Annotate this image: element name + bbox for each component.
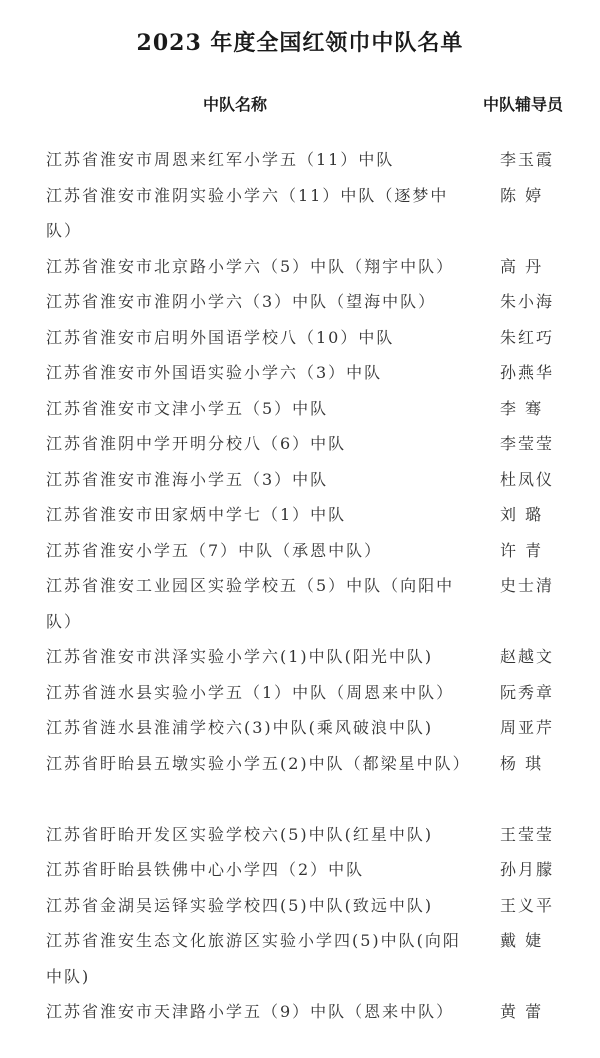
squadron-tutor: 许 青: [500, 540, 544, 560]
squadron-tutor: 朱小海: [500, 292, 555, 311]
list-row: [0, 852, 600, 888]
list-row: [0, 497, 600, 533]
squadron-name: 江苏省盱眙县铁佛中心小学四（2）中队: [46, 860, 365, 879]
squadron-tutor: 黄 蕾: [500, 1002, 544, 1021]
column-header-name: 中队名称: [203, 95, 268, 114]
list-row: [0, 426, 600, 462]
squadron-name: 江苏省金湖吴运铎实验学校四(5)中队(致远中队): [46, 895, 434, 915]
squadron-list: [0, 142, 600, 1030]
squadron-name: 江苏省淮安市洪泽实验小学六(1)中队(阳光中队): [46, 647, 434, 666]
list-row: [0, 284, 600, 320]
list-row: [0, 320, 600, 356]
squadron-tutor: 李玉霞: [500, 150, 555, 169]
squadron-tutor: 赵越文: [500, 647, 555, 666]
list-row: [0, 568, 600, 639]
squadron-tutor: 刘 璐: [500, 505, 544, 524]
squadron-tutor: 杜凤仪: [500, 469, 555, 489]
list-row: [0, 746, 600, 817]
squadron-tutor: 李 骞: [500, 398, 544, 418]
squadron-name: 江苏省淮安市淮阴小学六（3）中队（望海中队）: [46, 292, 437, 311]
squadron-tutor: 杨 琪: [500, 753, 544, 773]
squadron-tutor: 阮秀章: [500, 682, 555, 702]
list-row: [0, 888, 600, 924]
page-title: 2023 年度全国红领巾中队名单: [136, 30, 464, 56]
list-row: [0, 249, 600, 285]
squadron-tutor: 陈 婷: [500, 185, 544, 205]
squadron-name: 江苏省淮安市天津路小学五（9）中队（恩来中队）: [46, 1002, 455, 1021]
squadron-name: 江苏省淮安市启明外国语学校八（10）中队: [46, 327, 395, 347]
list-row: [0, 142, 600, 178]
squadron-tutor: 孙月朦: [500, 860, 555, 879]
squadron-name: 江苏省淮安生态文化旅游区实验小学四(5)中队(向阳中队): [46, 931, 461, 986]
squadron-name: 江苏省淮安市文津小学五（5）中队: [46, 398, 329, 418]
squadron-name: 江苏省淮安市淮海小学五（3）中队: [46, 469, 329, 489]
squadron-tutor: 戴 婕: [500, 931, 544, 950]
squadron-name: 江苏省淮安市淮阴实验小学六（11）中队（逐梦中队）: [46, 185, 449, 240]
squadron-name: 江苏省淮安工业园区实验学校五（5）中队（向阳中队）: [46, 576, 455, 631]
list-row: [0, 817, 600, 853]
squadron-name: 江苏省淮安市外国语实验小学六（3）中队: [46, 363, 383, 382]
list-row: [0, 462, 600, 498]
squadron-tutor: 王义平: [500, 895, 555, 915]
squadron-tutor: 高 丹: [500, 256, 544, 276]
list-row: [0, 639, 600, 675]
list-row: [0, 710, 600, 746]
list-row: [0, 533, 600, 569]
squadron-name: 江苏省淮阴中学开明分校八（6）中队: [46, 434, 347, 453]
squadron-name: 江苏省淮安市北京路小学六（5）中队（翔宇中队）: [46, 256, 455, 276]
list-row: [0, 923, 600, 994]
column-header-tutor: 中队辅导员: [483, 95, 564, 114]
list-row: [0, 178, 600, 249]
squadron-name: 江苏省涟水县实验小学五（1）中队（周恩来中队）: [46, 682, 455, 702]
squadron-name: 江苏省淮安小学五（7）中队（承恩中队）: [46, 540, 383, 560]
squadron-tutor: 史士清: [500, 576, 555, 595]
squadron-name: 江苏省淮安市田家炳中学七（1）中队: [46, 505, 347, 524]
list-row: [0, 675, 600, 711]
squadron-tutor: 孙燕华: [500, 363, 555, 382]
list-row: [0, 355, 600, 391]
list-row: [0, 391, 600, 427]
squadron-name: 江苏省盱眙开发区实验学校六(5)中队(红星中队): [46, 824, 434, 844]
squadron-name: 江苏省淮安市周恩来红军小学五（11）中队: [46, 150, 395, 169]
squadron-tutor: 王莹莹: [500, 824, 555, 844]
squadron-tutor: 周亚芹: [500, 718, 555, 737]
list-row: [0, 994, 600, 1030]
squadron-tutor: 朱红巧: [500, 327, 555, 347]
squadron-tutor: 李莹莹: [500, 434, 555, 453]
squadron-name: 江苏省涟水县淮浦学校六(3)中队(乘风破浪中队): [46, 718, 434, 737]
squadron-name: 江苏省盱眙县五墩实验小学五(2)中队（都梁星中队）: [46, 753, 471, 773]
